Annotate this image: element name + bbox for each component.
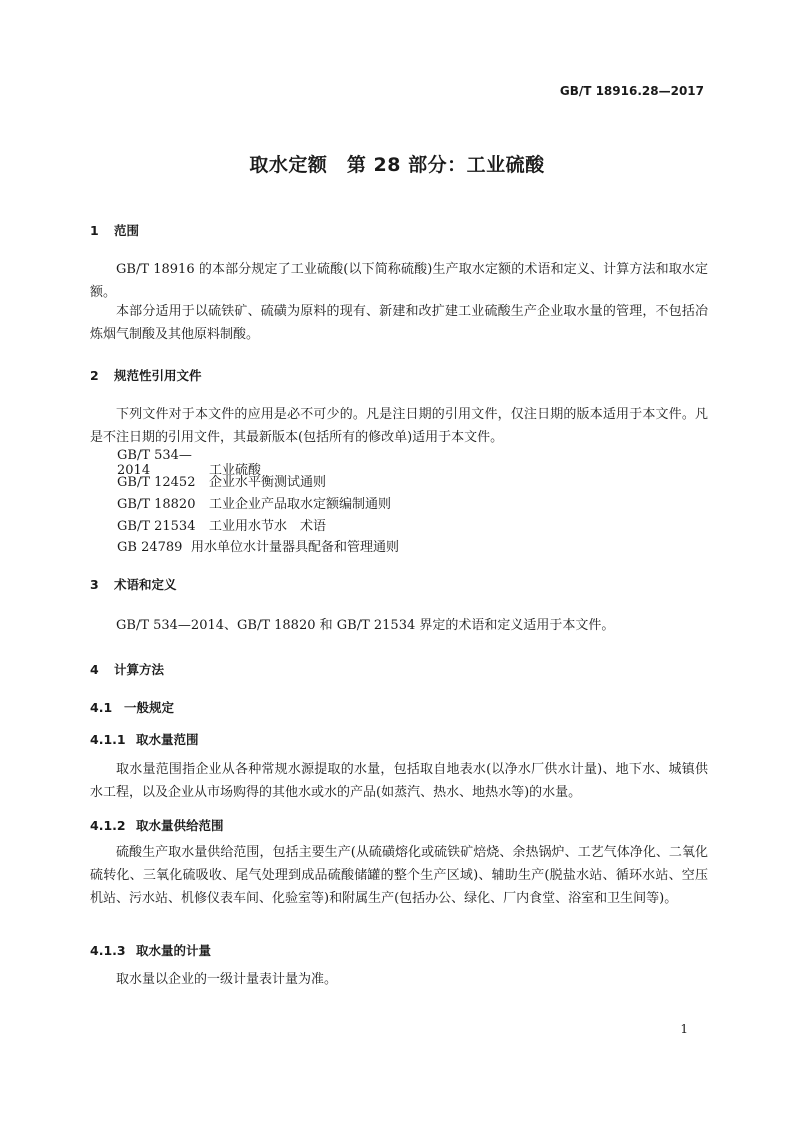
paragraph: 取水量范围指企业从各种常规水源提取的水量，包括取自地表水(以净水厂供水计量)、地下水、城镇供水工程，以及企业从市场购得的其他水或水的产品(如蒸汽、热水、地热水等)的水量。 bbox=[90, 762, 708, 800]
paragraph: GB/T 534—2014、GB/T 18820 和 GB/T 21534 界定的术语和定义适用于本文件。 bbox=[116, 618, 615, 633]
paragraph: 本部分适用于以硫铁矿、硫磺为原料的现有、新建和改扩建工业硫酸生产企业取水量的管理，不包括冶炼烟气制酸及其他原料制酸。 bbox=[90, 304, 708, 342]
subsection-heading bbox=[90, 941, 211, 959]
section-number: 4.1.2 bbox=[90, 818, 126, 833]
section-number: 2 bbox=[90, 368, 99, 383]
reference-item: GB/T 21534 工业用水节水 术语 bbox=[117, 519, 327, 534]
paragraph: GB/T 18916 的本部分规定了工业硫酸(以下简称硫酸)生产取水定额的术语和定义、计算方法和取水定额。 bbox=[90, 262, 708, 300]
reference-item: GB/T 18820 工业企业产品取水定额编制通则 bbox=[117, 497, 392, 512]
section-number: 4.1 bbox=[90, 700, 113, 715]
section-number: 4.1.3 bbox=[90, 943, 126, 958]
section-title: 取水量供给范围 bbox=[136, 818, 224, 833]
section-heading bbox=[90, 221, 139, 239]
reference-item: GB 24789 用水单位水计量器具配备和管理通则 bbox=[117, 540, 400, 555]
section-title: 取水量的计量 bbox=[136, 943, 212, 958]
reference-item: GB/T 12452 企业水平衡测试通则 bbox=[117, 475, 327, 490]
section-number: 3 bbox=[90, 577, 99, 592]
section-title: 范围 bbox=[114, 223, 140, 238]
section-title: 规范性引用文件 bbox=[114, 368, 202, 383]
section-number: 4.1.1 bbox=[90, 732, 126, 747]
subsection-heading bbox=[90, 698, 174, 716]
section-number: 4 bbox=[90, 662, 99, 677]
section-title: 计算方法 bbox=[114, 662, 165, 677]
subsection-heading bbox=[90, 816, 224, 834]
section-title: 术语和定义 bbox=[114, 577, 177, 592]
section-title: 取水量范围 bbox=[136, 732, 199, 747]
reference-item: GB/T 534—2014 工业硫酸 bbox=[117, 448, 262, 478]
section-number: 1 bbox=[90, 223, 99, 238]
section-heading bbox=[90, 366, 202, 384]
section-heading bbox=[90, 660, 164, 678]
standard-code: GB/T 18916.28—2017 bbox=[559, 84, 704, 98]
subsection-heading bbox=[90, 730, 199, 748]
section-heading bbox=[90, 575, 177, 593]
paragraph: 硫酸生产取水量供给范围，包括主要生产(从硫磺熔化或硫铁矿焙烧、余热锅炉、工艺气体净化、二氧化硫转化、三氧化硫吸收、尾气处理到成品硫酸储罐的整个生产区域)、辅助生产(脱盐水站、循环水站、空压机站、污水站、机修仪表车间、化验室等)和附属生产(包括办公、绿化、厂内食堂、浴室和卫生间等)。 bbox=[90, 845, 708, 906]
paragraph: 取水量以企业的一级计量表计量为准。 bbox=[116, 972, 338, 987]
section-title: 一般规定 bbox=[124, 700, 175, 715]
paragraph: 下列文件对于本文件的应用是必不可少的。凡是注日期的引用文件，仅注日期的版本适用于本文件。凡是不注日期的引用文件，其最新版本(包括所有的修改单)适用于本文件。 bbox=[90, 407, 708, 445]
document-title: 取水定额 第 28 部分：工业硫酸 bbox=[249, 154, 545, 176]
page-number: 1 bbox=[680, 1022, 688, 1036]
